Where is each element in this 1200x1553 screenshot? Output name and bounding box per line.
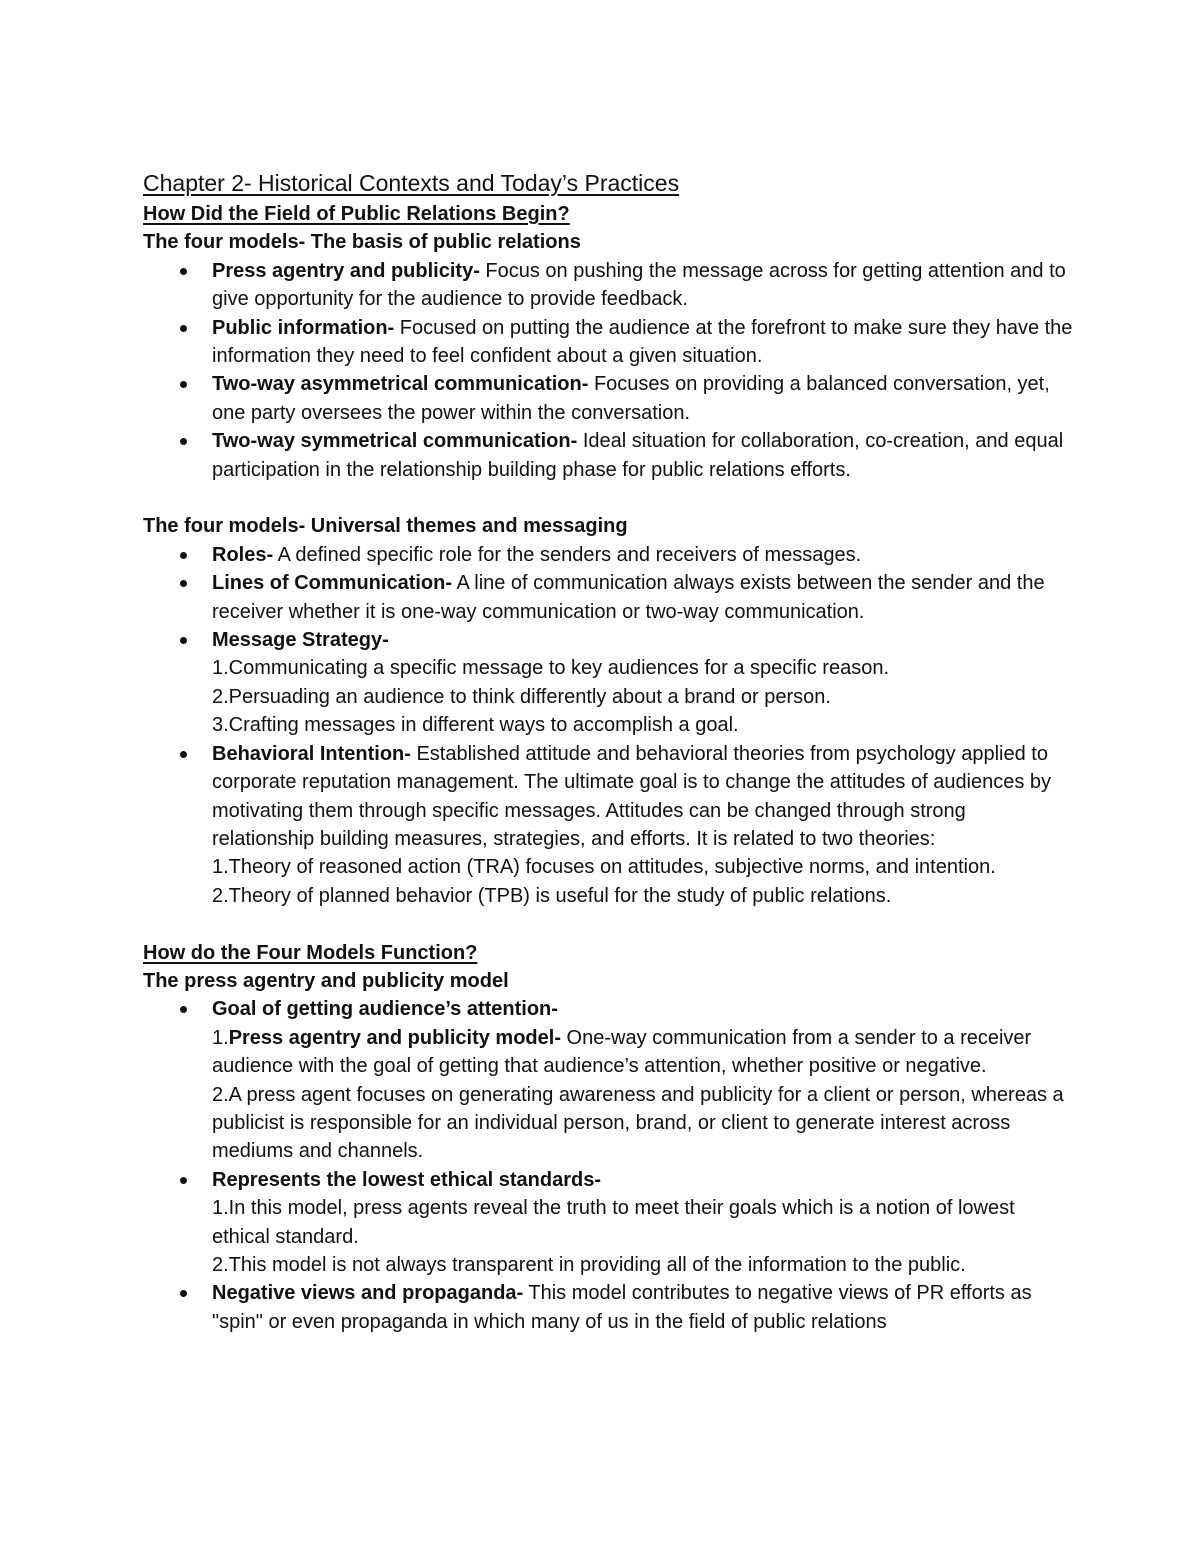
- document-page: [143, 166, 1073, 1336]
- numbered-point: 2.Theory of planned behavior (TPB) is useful for the study of public relations.: [212, 884, 892, 907]
- list-item: [143, 626, 1073, 740]
- subheading-press-agentry: The press agentry and publicity model: [143, 969, 509, 992]
- numbered-point: 1.Theory of reasoned action (TRA) focuses on attitudes, subjective norms, and intention.: [212, 856, 996, 879]
- section-heading-origins: How Did the Field of Public Relations Begin?: [143, 203, 570, 225]
- item-term: Public information-: [212, 316, 395, 339]
- chapter-title: Chapter 2- Historical Contexts and Today’s Practices: [143, 170, 680, 196]
- item-description: Ideal situation for collaboration, co-creation, and equal participation in the relationship building phase for public relations efforts.: [212, 430, 1064, 481]
- press-agentry-list: [143, 995, 1073, 1336]
- item-description: This model contributes to negative views of PR efforts as "spin" or even propaganda in which many of us in the field of public relations: [212, 1282, 1032, 1333]
- blank-line: [143, 910, 1073, 938]
- numbered-point: 2.Persuading an audience to think differently about a brand or person.: [212, 685, 831, 708]
- point-description: One-way communication from a sender to a receiver audience with the goal of getting that audience’s attention, whether positive or negative.: [212, 1026, 1032, 1078]
- item-term: Negative views and propaganda-: [212, 1282, 524, 1305]
- list-item: [143, 995, 1073, 1165]
- four-models-basis-list: [143, 257, 1073, 484]
- list-item: [143, 1279, 1073, 1336]
- numbered-point: 2.This model is not always transparent in providing all of the information to the public.: [212, 1254, 966, 1276]
- bullet-icon: [180, 325, 187, 332]
- item-term: Two-way asymmetrical communication-: [212, 373, 589, 396]
- numbered-point: 2.A press agent focuses on generating awareness and publicity for a client or person, whereas a publicist is responsible for an individual person, brand, or client to generate interest across mediums and channels.: [212, 1083, 1064, 1163]
- item-description: A line of communication always exists between the sender and the receiver whether it is one-way communication or two-way communication.: [212, 572, 1045, 623]
- list-item: [143, 1166, 1073, 1280]
- bullet-icon: [180, 552, 187, 559]
- bullet-icon: [180, 637, 187, 644]
- bullet-icon: [180, 751, 187, 758]
- universal-themes-list: [143, 541, 1073, 910]
- subheading-basis: The four models- The basis of public relations: [143, 231, 581, 254]
- bullet-icon: [180, 438, 187, 445]
- numbered-point: 3.Crafting messages in different ways to accomplish a goal.: [212, 714, 739, 737]
- point-term: Press agentry and publicity model-: [228, 1026, 561, 1049]
- item-description: A defined specific role for the senders and receivers of messages.: [273, 543, 862, 566]
- subheading-universal-themes: The four models- Universal themes and messaging: [143, 515, 628, 538]
- item-term: Goal of getting audience’s attention-: [212, 998, 558, 1021]
- item-term: Roles-: [212, 543, 274, 566]
- numbered-point: 1.In this model, press agents reveal the truth to meet their goals which is a notion of lowest ethical standard.: [212, 1197, 1015, 1248]
- item-term: Press agentry and publicity-: [212, 259, 480, 282]
- list-item: [143, 740, 1073, 910]
- item-description: Focused on putting the audience at the forefront to make sure they have the information they need to feel confident about a given situation.: [212, 316, 1073, 368]
- item-term: Lines of Communication-: [212, 572, 452, 595]
- item-description: Established attitude and behavioral theories from psychology applied to corporate reputation management. The ultimate goal is to change the attitudes of audiences by motivating them through specific messages. Attitudes can be changed through strong relationship building measures, strategies, and efforts. It is related to two theories:: [212, 742, 1052, 850]
- numbered-point: 1.Communicating a specific message to key audiences for a specific reason.: [212, 657, 890, 680]
- item-description: Focus on pushing the message across for getting attention and to give opportunity for the audience to provide feedback.: [212, 259, 1066, 311]
- item-term: Two-way symmetrical communication-: [212, 430, 578, 453]
- blank-line: [143, 484, 1073, 512]
- list-item: [143, 257, 1073, 314]
- list-item: [143, 370, 1073, 427]
- list-item: [143, 314, 1073, 371]
- item-term: Behavioral Intention-: [212, 742, 411, 765]
- bullet-icon: [180, 1290, 187, 1297]
- section-heading-function: How do the Four Models Function?: [143, 941, 478, 964]
- item-description: Focuses on providing a balanced conversation, yet, one party oversees the power within the conversation.: [212, 373, 1050, 424]
- item-term: Message Strategy-: [212, 629, 389, 652]
- bullet-icon: [180, 268, 187, 275]
- point-number: 1.: [212, 1026, 229, 1049]
- bullet-icon: [180, 1006, 187, 1013]
- bullet-icon: [180, 1177, 187, 1184]
- list-item: [143, 427, 1073, 484]
- list-item: [143, 569, 1073, 626]
- bullet-icon: [180, 580, 187, 587]
- list-item: [143, 541, 1073, 569]
- bullet-icon: [180, 381, 187, 388]
- numbered-point: [212, 1024, 1073, 1081]
- item-term: Represents the lowest ethical standards-: [212, 1168, 602, 1191]
